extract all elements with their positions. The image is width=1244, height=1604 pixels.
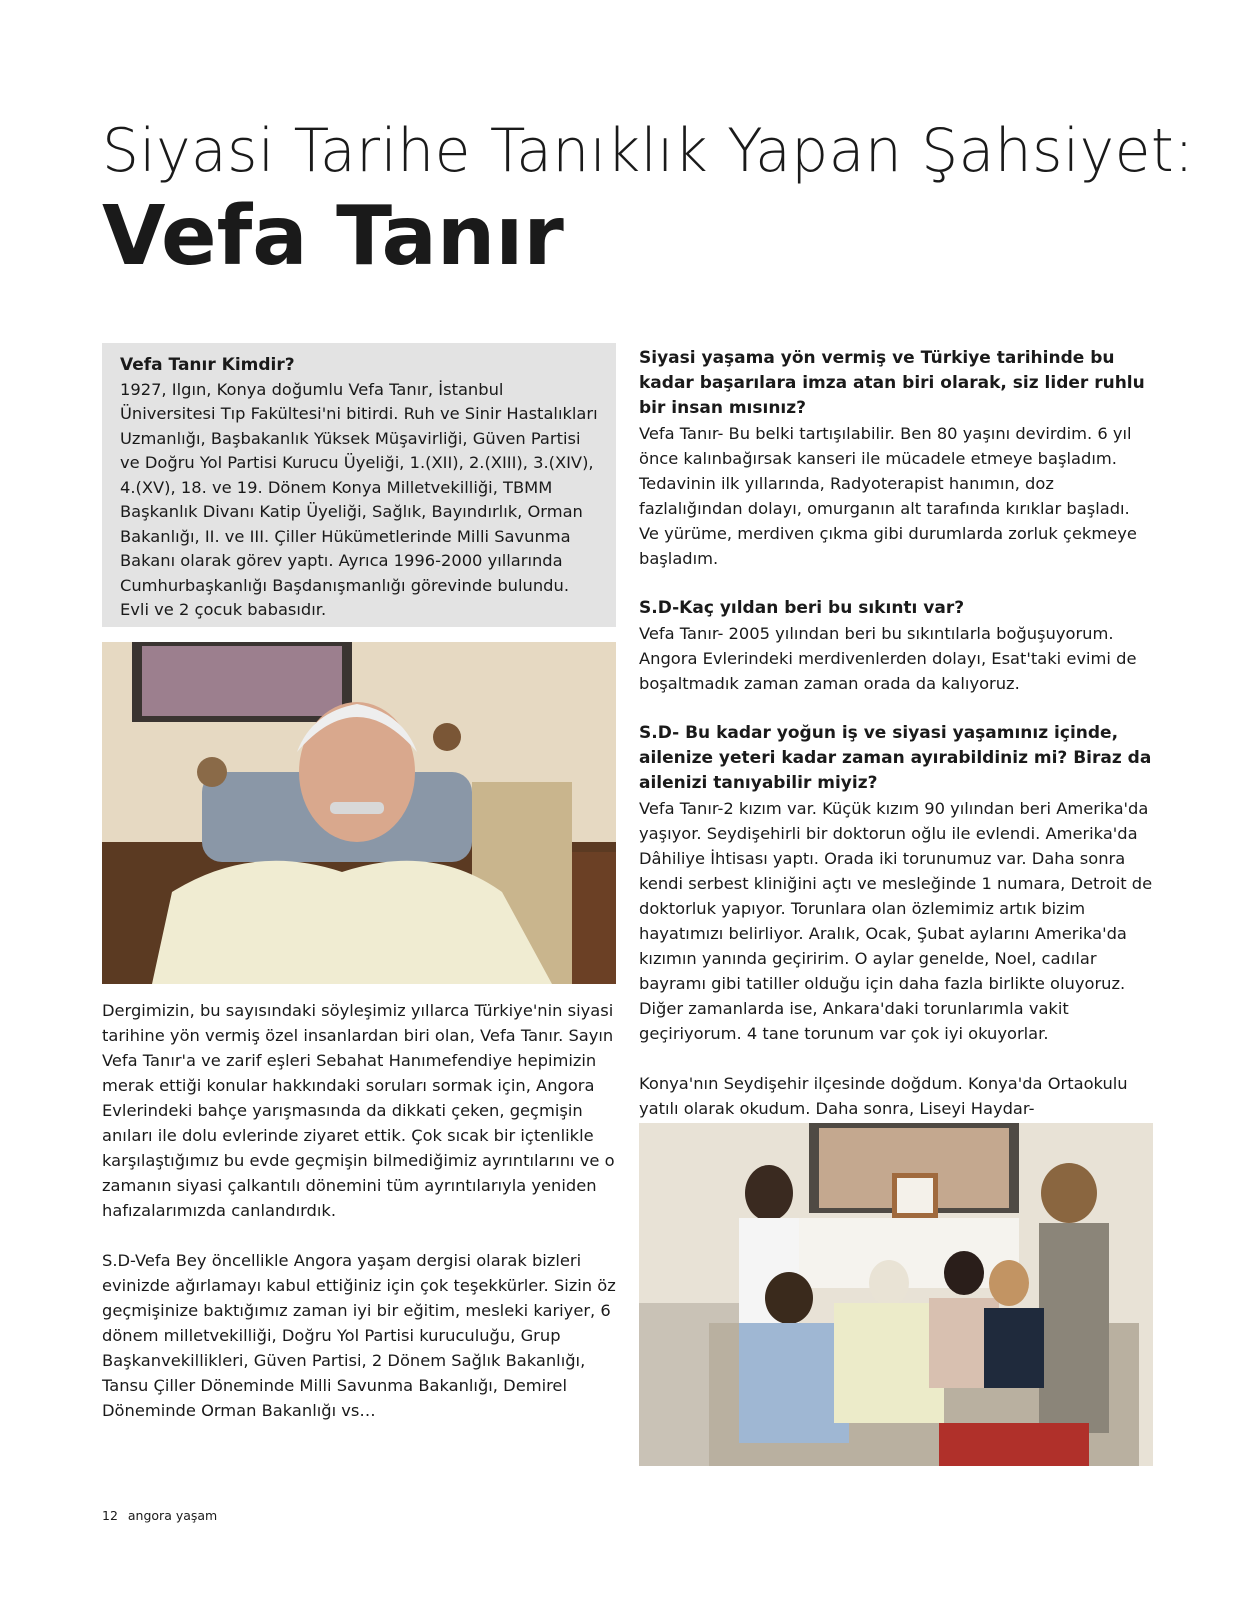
question-2: S.D-Kaç yıldan beri bu sıkıntı var? bbox=[639, 598, 965, 618]
bio-text: 1927, Ilgın, Konya doğumlu Vefa Tanır, İstanbul Üniversitesi Tıp Fakültesi'ni bitirdi. Ruh ve Sinir Hastalıkları Uzmanlığı, Başbakanlık Yüksek Müşavirliği, Güven Partisi ve Doğru Yol Partisi Kurucu Üyeliği, 1.(XII), 2.(XIII), 3.(XIV), 4.(XV), 18. ve 19. Dönem Konya Milletvekilliği, TBMM Başkanlık Divanı Katip Üyeliği, Sağlık, Bayındırlık, Orman Bakanlığı, II. ve III. Çiller Hükümetlerinde Milli Savunma Bakanı olarak görev yaptı. Ayrıca 1996-2000 yıllarında Cumhurbaşkanlığı Başdanışmanlığı görevinde bulundu. Evli ve 2 çocuk babasıdır. bbox=[120, 379, 598, 619]
portrait-photo bbox=[102, 642, 616, 984]
interview-question: S.D-Vefa Bey öncellikle Angora yaşam dergisi olarak bizleri evinizde ağırlamayı kabul ettiğiniz için çok teşekkürler. Sizin öz geçmişinize baktığımız zaman iyi bir eğitim, mesleki kariyer, 6 dönem milletvekilliği, Doğru Yol Partisi kuruculuğu, Grup Başkanvekillikleri, Güven Partisi, 2 Dönem Sağlık Bakanlığı, Tansu Çiller Döneminde Milli Savunma Bakanlığı, Demirel Döneminde Orman Bakanlığı vs… bbox=[102, 1251, 616, 1420]
right-column-text bbox=[639, 346, 1153, 1146]
answer-2: Vefa Tanır- 2005 yılından beri bu sıkıntılarla boğuşuyorum. Angora Evlerindeki merdivenlerden dolayı, Esat'taki evimi de boşaltmadık zaman zaman orada da kalıyoruz. bbox=[639, 624, 1137, 693]
page-number: 12 bbox=[102, 1508, 118, 1523]
bio-heading: Vefa Tanır Kimdir? bbox=[120, 355, 295, 375]
left-column-text bbox=[102, 998, 616, 1448]
page-footer bbox=[102, 1508, 217, 1523]
bio-box bbox=[102, 343, 616, 627]
paragraph-4: Konya'nın Seydişehir ilçesinde doğdum. Konya'da Ortaokulu yatılı olarak okudum. Daha sonra, Liseyi Haydar- bbox=[639, 1074, 1128, 1118]
article-title-line1: Siyasi Tarihe Tanıklık Yapan Şahsiyet: bbox=[102, 116, 1195, 186]
question-1: Siyasi yaşama yön vermiş ve Türkiye tarihinde bu kadar başarılara imza atan biri olarak, siz lider ruhlu bir insan mısınız? bbox=[639, 348, 1145, 418]
answer-1: Vefa Tanır- Bu belki tartışılabilir. Ben 80 yaşını devirdim. 6 yıl önce kalınbağırsak kanseri ile mücadele etmeye başladım. Tedavinin ilk yıllarında, Radyoterapist hanımın, doz fazlalığından dolayı, omurganın alt tarafında kırıklar başladı. Ve yürüme, merdiven çıkma gibi durumlarda zorluk çekmeye başladım. bbox=[639, 424, 1137, 568]
answer-3: Vefa Tanır-2 kızım var. Küçük kızım 90 yılından beri Amerika'da yaşıyor. Seydişehirli bir doktorun oğlu ile evlendi. Amerika'da Dâhiliye İhtisası yaptı. Orada iki torunumuz var. Daha sonra kendi serbest kliniğini açtı ve mesleğinde 1 numara, Detroit de doktorluk yapıyor. Torunlara olan özlemimiz artık bizim hayatımızı belirliyor. Aralık, Ocak, Şubat aylarını Amerika'da kızımın yanında geçiririm. O aylar genelde, Noel, cadılar bayramı gibi tatiller olduğu için daha fazla birlikte oluyoruz. Diğer zamanlarda ise, Ankara'daki torunlarımla vakit geçiriyorum. 4 tane torunum var çok iyi okuyorlar. bbox=[639, 799, 1153, 1043]
magazine-name: angora yaşam bbox=[127, 1508, 218, 1523]
article-title-name: Vefa Tanır bbox=[102, 189, 564, 284]
intro-paragraph: Dergimizin, bu sayısındaki söyleşimiz yıllarca Türkiye'nin siyasi tarihine yön vermiş özel insanlardan biri olan, Vefa Tanır. Sayın Vefa Tanır'a ve zarif eşleri Sebahat Hanımefendiye hepimizin merak ettiği konular hakkındaki soruları sormak için, Angora Evlerindeki bahçe yarışmasında da dikkati çeken, geçmişin anıları ile dolu evlerinde ziyaret ettik. Çok sıcak bir içtenlikle karşılaştığımız bu evde geçmişin bilmediğimiz ayrıntılarını ve o zamanın siyasi çalkantılı dönemini tüm ayrıntılarıyla yeniden hafızalarımızda canlandırdık. bbox=[102, 1001, 615, 1220]
family-photo bbox=[639, 1123, 1153, 1466]
question-3: S.D- Bu kadar yoğun iş ve siyasi yaşamınız içinde, ailenize yeteri kadar zaman ayırabildiniz mi? Biraz da ailenizi tanıyabilir miyiz? bbox=[639, 723, 1152, 793]
